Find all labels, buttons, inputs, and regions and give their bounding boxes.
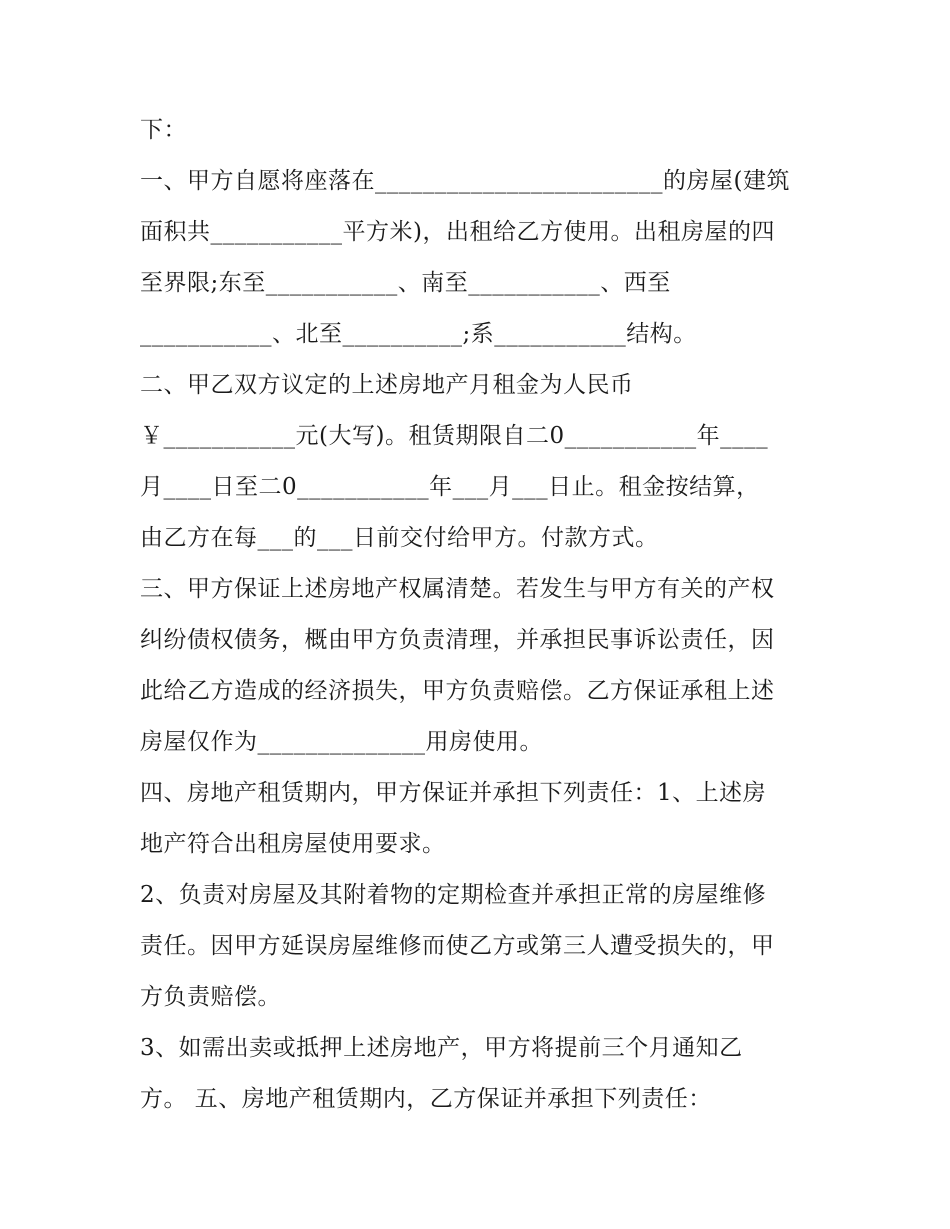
text-line: 方。 五、房地产租赁期内，乙方保证并承担下列责任： — [140, 1086, 712, 1112]
text-line: 3、如需出卖或抵押上述房地产，甲方将提前三个月通知乙 — [140, 1035, 743, 1061]
text-line: 面积共___________平方米)，出租给乙方使用。出租房屋的四 — [140, 219, 775, 245]
text-line: 此给乙方造成的经济损失，甲方负责赔偿。乙方保证承租上述 — [140, 678, 775, 704]
text-line: 二、甲乙双方议定的上述房地产月租金为人民币 — [140, 372, 634, 398]
text-line: 一、甲方自愿将座落在________________________的房屋(建筑 — [140, 168, 790, 194]
text-line: 责任。因甲方延误房屋维修而使乙方或第三人遭受损失的，甲 — [140, 933, 775, 959]
text-line: 2、负责对房屋及其附着物的定期检查并承担正常的房屋维修 — [140, 882, 767, 908]
text-line: 至界限;东至___________、南至___________、西至 — [140, 270, 671, 296]
text-line: 方负责赔偿。 — [140, 984, 281, 1010]
text-line: 房屋仅作为______________用房使用。 — [140, 729, 543, 755]
text-line: 地产符合出租房屋使用要求。 — [140, 831, 446, 857]
text-line: 月____日至二0___________年___月___日止。租金按结算， — [140, 474, 760, 500]
text-line: 下： — [140, 117, 187, 143]
text-line: 三、甲方保证上述房地产权属清楚。若发生与甲方有关的产权 — [140, 576, 775, 602]
text-line: 四、房地产租赁期内，甲方保证并承担下列责任：1、上述房 — [140, 780, 767, 806]
text-line: ___________、北至__________;系___________结构。 — [140, 321, 697, 347]
text-line: ￥___________元(大写)。租赁期限自二0___________年____ — [140, 423, 769, 449]
text-line: 纠纷债权债务，概由甲方负责清理，并承担民事诉讼责任，因 — [140, 627, 775, 653]
text-line: 由乙方在每___的___日前交付给甲方。付款方式。 — [140, 525, 659, 551]
